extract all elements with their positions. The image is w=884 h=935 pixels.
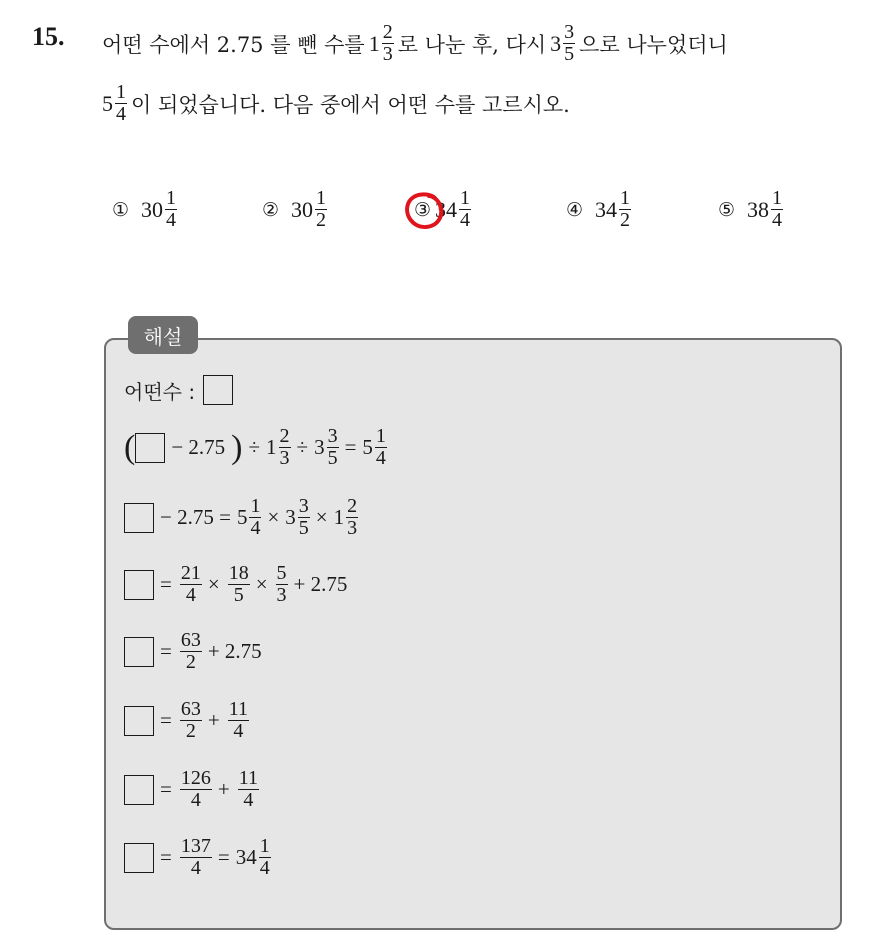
solution-step-8: = $\frac{137}{4}$ = 34 $\frac{1}{4}$ <box>124 836 271 879</box>
unknown-box <box>124 503 154 533</box>
question-line-1 <box>102 22 728 65</box>
question-number: 15. <box>32 22 65 51</box>
solution-step-2: ( − 2.75 ) ÷ 1 $\frac{2}{3}$ ÷ 3 $\frac{3}{5}$ = 5 $\frac{1}{4}$ <box>124 425 386 469</box>
question-line-2 <box>102 82 570 125</box>
question-text-c: 으로 나누었더니 <box>579 32 728 57</box>
solution-step-7: = $\frac{126}{4}$ + $\frac{11}{4}$ <box>124 768 259 811</box>
unknown-box <box>203 375 233 405</box>
question-text-a: 어떤 수에서 2.75 를 뺀 수를 <box>102 32 365 57</box>
solution-step-1: 어떤수 : <box>124 375 233 405</box>
question-text-b: 로 나눈 후, 다시 <box>397 32 547 57</box>
choice-2[interactable]: ② 30 $\frac{1}{2}$ <box>262 187 327 231</box>
choice-4[interactable]: ④ 34 $\frac{1}{2}$ <box>566 187 631 231</box>
result-value: 5 $\frac{1}{4}$ <box>102 81 126 125</box>
answer-circle-icon <box>402 190 448 232</box>
question-text-d: 이 되었습니다. 다음 중에서 어떤 수를 고르시오. <box>131 92 570 117</box>
divisor-2: 3 $\frac{3}{5}$ <box>550 21 575 65</box>
divisor-1: 1 $\frac{2}{3}$ <box>368 21 393 65</box>
solution-step-3: − 2.75 = 5 $\frac{1}{4}$ × 3 $\frac{3}{5}$ × 1 $\frac{2}{3}$ <box>124 496 358 539</box>
unknown-box <box>124 775 154 805</box>
unknown-box <box>124 570 154 600</box>
solution-step-6: = $\frac{63}{2}$ + $\frac{11}{4}$ <box>124 699 249 742</box>
unknown-box <box>124 637 154 667</box>
choice-1[interactable]: ① 30 $\frac{1}{4}$ <box>112 187 177 231</box>
unknown-box <box>124 843 154 873</box>
choice-3[interactable]: ③ 34 $\frac{1}{4}$ <box>414 188 471 231</box>
solution-tag: 해설 <box>128 316 198 354</box>
solution-step-5: = $\frac{63}{2}$ + 2.75 <box>124 630 268 673</box>
solution-step-4: = $\frac{21}{4}$ × $\frac{18}{5}$ × $\frac{5}{3}$ + 2.75 <box>124 563 353 606</box>
selected-choice-mark: ③ <box>414 199 431 221</box>
unknown-box <box>124 706 154 736</box>
choice-5[interactable]: ⑤ 38 $\frac{1}{4}$ <box>718 187 783 231</box>
unknown-box <box>135 433 165 463</box>
